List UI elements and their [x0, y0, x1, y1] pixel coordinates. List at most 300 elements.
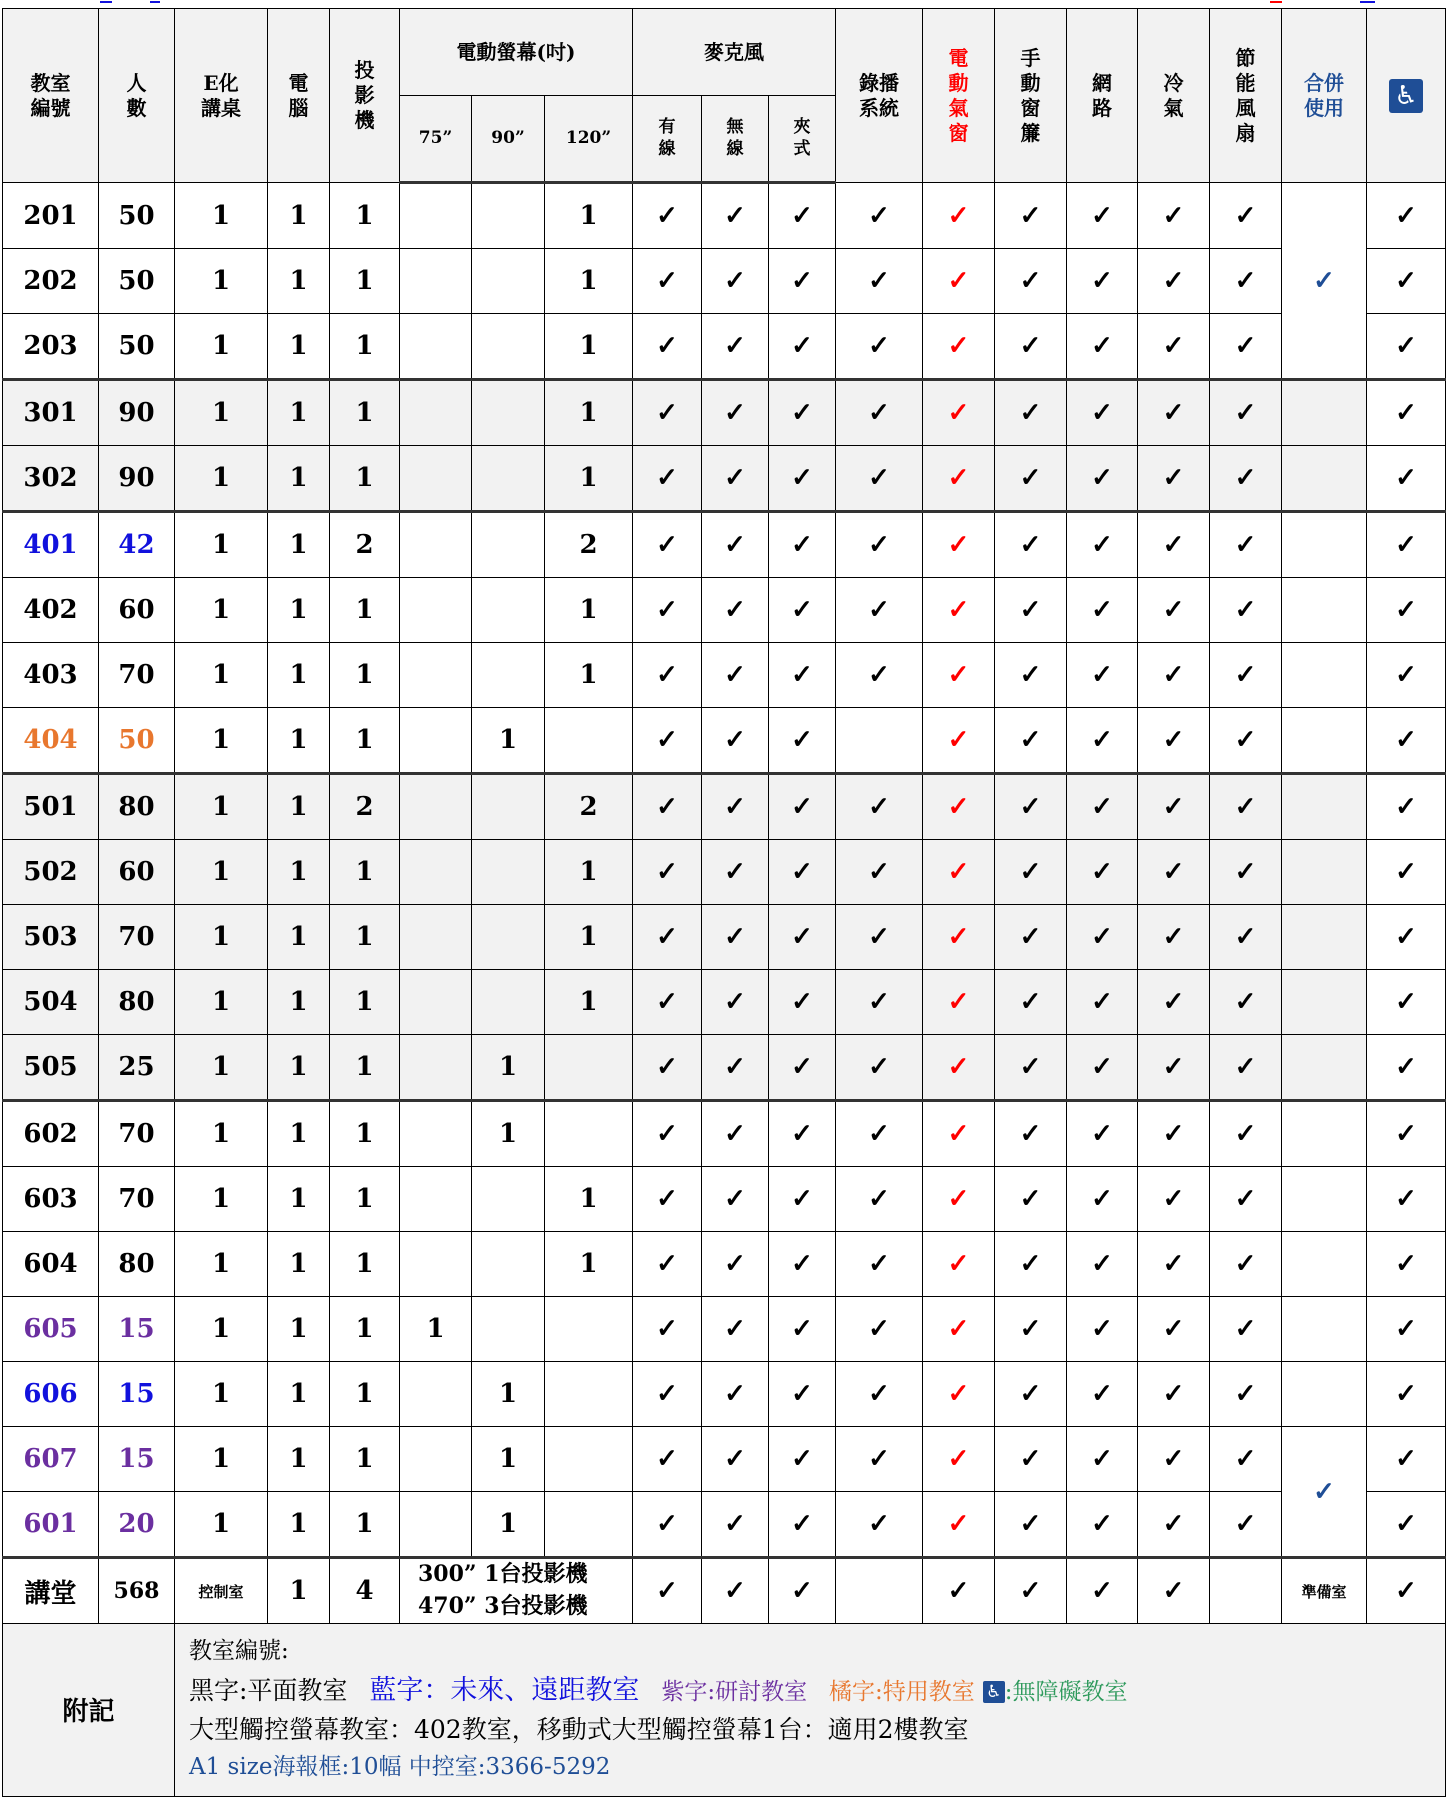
- cell-e-desk: 1: [175, 1035, 268, 1101]
- header-aircon: 冷氣: [1138, 9, 1210, 183]
- cell-screen-75: [400, 249, 472, 314]
- cell-mic-wireless: ✓: [702, 905, 769, 970]
- header-fan: 節能風扇: [1210, 9, 1282, 183]
- cell-mic-clip: ✓: [769, 1101, 836, 1167]
- cell-e-desk: 1: [175, 643, 268, 708]
- cell-recording: ✓: [836, 1167, 923, 1232]
- cell-computer: 1: [268, 380, 330, 446]
- cell-accessible: ✓: [1367, 578, 1446, 643]
- equipment-table: [2, 8, 1446, 1797]
- cell-joint-use: [1282, 1035, 1367, 1101]
- cell-projector: 1: [330, 643, 400, 708]
- cell-accessible: ✓: [1367, 774, 1446, 840]
- cell-screen-75: [400, 314, 472, 380]
- cell-aircon: ✓: [1138, 708, 1210, 774]
- cell-manual-curtain: ✓: [995, 314, 1067, 380]
- cell-computer: 1: [268, 1297, 330, 1362]
- cell-mic-clip: ✓: [769, 708, 836, 774]
- cell-screen-90: [472, 1232, 545, 1297]
- cell-screen-90: 1: [472, 1101, 545, 1167]
- cell-mic-wireless: ✓: [702, 1101, 769, 1167]
- notes-content: [175, 1624, 1446, 1797]
- cell-manual-curtain: ✓: [995, 512, 1067, 578]
- table-row: [3, 446, 1446, 512]
- cell-screen-75: [400, 578, 472, 643]
- cell-mic-wireless: ✓: [702, 314, 769, 380]
- cell-aircon: ✓: [1138, 1297, 1210, 1362]
- header-mic-wireless: 無線: [702, 96, 769, 183]
- cell-manual-curtain: ✓: [995, 1492, 1067, 1558]
- cell-e-desk: 1: [175, 1362, 268, 1427]
- cell-mic-wireless: ✓: [702, 970, 769, 1035]
- wheelchair-icon: ♿: [983, 1681, 1005, 1703]
- cell-mic-wireless: ✓: [702, 249, 769, 314]
- cell-mic-clip: ✓: [769, 183, 836, 249]
- cell-manual-curtain: ✓: [995, 1297, 1067, 1362]
- cell-people: 50: [99, 183, 175, 249]
- cell-computer: 1: [268, 249, 330, 314]
- header-computer: 電腦: [268, 9, 330, 183]
- cell-mic-clip: ✓: [769, 1035, 836, 1101]
- header-manual-curtain: 手動窗簾: [995, 9, 1067, 183]
- cell-fan: ✓: [1210, 249, 1282, 314]
- cell-projector: 1: [330, 970, 400, 1035]
- cell-e-desk: 1: [175, 1232, 268, 1297]
- notes-legend: [189, 1670, 1431, 1712]
- cell-manual-curtain: ✓: [995, 1427, 1067, 1492]
- legend-orange: 橘字:特用教室: [829, 1678, 975, 1705]
- cell-screen-90: 1: [472, 1035, 545, 1101]
- cell-aircon: ✓: [1138, 446, 1210, 512]
- hall-network: ✓: [1067, 1558, 1138, 1624]
- cell-mic-wired: ✓: [633, 970, 702, 1035]
- cell-aircon: ✓: [1138, 1362, 1210, 1427]
- cell-e-desk: 1: [175, 708, 268, 774]
- cell-network: ✓: [1067, 314, 1138, 380]
- cell-people: 15: [99, 1427, 175, 1492]
- cell-network: ✓: [1067, 774, 1138, 840]
- cell-computer: 1: [268, 1362, 330, 1427]
- hall-pc: 1: [268, 1558, 330, 1624]
- cell-manual-curtain: ✓: [995, 183, 1067, 249]
- cell-people: 15: [99, 1362, 175, 1427]
- hall-room: 講堂: [3, 1558, 99, 1624]
- cell-room-no: 502: [3, 840, 99, 905]
- cell-computer: 1: [268, 1167, 330, 1232]
- cell-electric-window: ✓: [923, 314, 995, 380]
- cell-mic-wired: ✓: [633, 512, 702, 578]
- cell-screen-90: [472, 970, 545, 1035]
- hall-mic-wireless: ✓: [702, 1558, 769, 1624]
- cell-e-desk: 1: [175, 380, 268, 446]
- legend-black: 黑字:平面教室: [189, 1675, 348, 1705]
- cell-recording: ✓: [836, 314, 923, 380]
- hall-people: 568: [99, 1558, 175, 1624]
- cell-mic-wired: ✓: [633, 905, 702, 970]
- cell-joint-use: [1282, 970, 1367, 1035]
- cell-mic-clip: ✓: [769, 774, 836, 840]
- cell-computer: 1: [268, 1035, 330, 1101]
- cell-fan: ✓: [1210, 578, 1282, 643]
- cell-recording: ✓: [836, 970, 923, 1035]
- cell-projector: 1: [330, 1492, 400, 1558]
- header-mic-clip: 夾式: [769, 96, 836, 183]
- cell-screen-90: [472, 1297, 545, 1362]
- cell-screen-120: 1: [545, 578, 633, 643]
- cell-recording: ✓: [836, 1427, 923, 1492]
- cell-recording: ✓: [836, 840, 923, 905]
- cell-screen-120: [545, 1362, 633, 1427]
- table-row: [3, 643, 1446, 708]
- table-row-hall: [3, 1558, 1446, 1624]
- notes-line1: 教室編號:: [189, 1638, 289, 1664]
- cell-fan: ✓: [1210, 1492, 1282, 1558]
- cell-electric-window: ✓: [923, 840, 995, 905]
- cell-fan: ✓: [1210, 1362, 1282, 1427]
- table-row: [3, 708, 1446, 774]
- cell-computer: 1: [268, 183, 330, 249]
- cell-e-desk: 1: [175, 1427, 268, 1492]
- cell-recording: ✓: [836, 643, 923, 708]
- cell-network: ✓: [1067, 1492, 1138, 1558]
- cell-manual-curtain: ✓: [995, 840, 1067, 905]
- cell-accessible: ✓: [1367, 708, 1446, 774]
- cell-accessible: ✓: [1367, 183, 1446, 249]
- cell-mic-wireless: ✓: [702, 1297, 769, 1362]
- cell-room-no: 601: [3, 1492, 99, 1558]
- cell-screen-120: 1: [545, 905, 633, 970]
- cell-recording: ✓: [836, 183, 923, 249]
- cell-projector: 1: [330, 1362, 400, 1427]
- cell-screen-75: [400, 512, 472, 578]
- header-screen-group: 電動螢幕(吋): [400, 9, 633, 96]
- cell-accessible: ✓: [1367, 1232, 1446, 1297]
- cell-mic-wireless: ✓: [702, 708, 769, 774]
- cell-network: ✓: [1067, 1101, 1138, 1167]
- cell-people: 90: [99, 446, 175, 512]
- cell-e-desk: 1: [175, 512, 268, 578]
- cell-screen-75: [400, 774, 472, 840]
- cell-mic-wired: ✓: [633, 1167, 702, 1232]
- cell-fan: ✓: [1210, 1297, 1282, 1362]
- cell-computer: 1: [268, 905, 330, 970]
- cell-manual-curtain: ✓: [995, 1035, 1067, 1101]
- cell-electric-window: ✓: [923, 183, 995, 249]
- cell-e-desk: 1: [175, 1492, 268, 1558]
- header-mic-group: 麥克風: [633, 9, 836, 96]
- cell-network: ✓: [1067, 183, 1138, 249]
- cell-aircon: ✓: [1138, 840, 1210, 905]
- cell-accessible: ✓: [1367, 446, 1446, 512]
- hall-screens-line2: 470” 3台投影機: [418, 1593, 588, 1619]
- cell-screen-90: [472, 1167, 545, 1232]
- cell-projector: 1: [330, 249, 400, 314]
- cell-screen-90: [472, 774, 545, 840]
- cell-mic-wired: ✓: [633, 840, 702, 905]
- cell-network: ✓: [1067, 1167, 1138, 1232]
- cell-e-desk: 1: [175, 840, 268, 905]
- cell-mic-clip: ✓: [769, 1232, 836, 1297]
- cell-computer: 1: [268, 446, 330, 512]
- header-electric-window: 電動氣窗: [923, 9, 995, 183]
- hall-accessible: ✓: [1367, 1558, 1446, 1624]
- cell-screen-90: [472, 183, 545, 249]
- cell-computer: 1: [268, 643, 330, 708]
- header-e-desk: E化講桌: [175, 9, 268, 183]
- cell-screen-120: [545, 1035, 633, 1101]
- cell-mic-wired: ✓: [633, 643, 702, 708]
- cell-manual-curtain: ✓: [995, 1362, 1067, 1427]
- cell-people: 80: [99, 774, 175, 840]
- cell-mic-wired: ✓: [633, 380, 702, 446]
- cell-network: ✓: [1067, 578, 1138, 643]
- cell-screen-120: 1: [545, 840, 633, 905]
- cell-people: 80: [99, 1232, 175, 1297]
- cell-e-desk: 1: [175, 249, 268, 314]
- cell-people: 70: [99, 1101, 175, 1167]
- cell-e-desk: 1: [175, 314, 268, 380]
- cell-screen-90: 1: [472, 708, 545, 774]
- cell-screen-90: [472, 840, 545, 905]
- cell-room-no: 602: [3, 1101, 99, 1167]
- cell-screen-75: [400, 905, 472, 970]
- cell-mic-wireless: ✓: [702, 1427, 769, 1492]
- cell-screen-120: 1: [545, 970, 633, 1035]
- header-network: 網路: [1067, 9, 1138, 183]
- cell-recording: ✓: [836, 446, 923, 512]
- cell-e-desk: 1: [175, 183, 268, 249]
- cell-projector: 1: [330, 314, 400, 380]
- hall-desk: 控制室: [175, 1558, 268, 1624]
- cell-manual-curtain: ✓: [995, 249, 1067, 314]
- cell-joint-use: [1282, 1362, 1367, 1427]
- cell-accessible: ✓: [1367, 1427, 1446, 1492]
- cell-projector: 1: [330, 446, 400, 512]
- cell-screen-75: [400, 1167, 472, 1232]
- cell-fan: ✓: [1210, 512, 1282, 578]
- cell-room-no: 501: [3, 774, 99, 840]
- cell-people: 50: [99, 708, 175, 774]
- cell-aircon: ✓: [1138, 1167, 1210, 1232]
- cell-people: 90: [99, 380, 175, 446]
- cell-room-no: 404: [3, 708, 99, 774]
- cell-manual-curtain: ✓: [995, 578, 1067, 643]
- cell-mic-clip: ✓: [769, 840, 836, 905]
- cell-electric-window: ✓: [923, 643, 995, 708]
- cell-screen-90: 1: [472, 1492, 545, 1558]
- table-row: [3, 1232, 1446, 1297]
- cell-electric-window: ✓: [923, 1297, 995, 1362]
- cell-screen-120: 2: [545, 774, 633, 840]
- cell-screen-120: 1: [545, 1232, 633, 1297]
- cell-accessible: ✓: [1367, 380, 1446, 446]
- table-row: [3, 1297, 1446, 1362]
- cell-room-no: 505: [3, 1035, 99, 1101]
- cell-network: ✓: [1067, 1232, 1138, 1297]
- cell-e-desk: 1: [175, 970, 268, 1035]
- cell-e-desk: 1: [175, 446, 268, 512]
- cell-manual-curtain: ✓: [995, 774, 1067, 840]
- cell-mic-clip: ✓: [769, 314, 836, 380]
- cell-recording: ✓: [836, 249, 923, 314]
- cell-room-no: 504: [3, 970, 99, 1035]
- cell-recording: [836, 708, 923, 774]
- cell-fan: ✓: [1210, 1427, 1282, 1492]
- cell-aircon: ✓: [1138, 774, 1210, 840]
- cell-projector: 1: [330, 1232, 400, 1297]
- cell-electric-window: ✓: [923, 1362, 995, 1427]
- table-row: [3, 578, 1446, 643]
- cell-joint-use: [1282, 1101, 1367, 1167]
- joint-use-check: ✓: [1282, 1427, 1367, 1558]
- table-row: [3, 1427, 1446, 1492]
- hall-aircon: ✓: [1138, 1558, 1210, 1624]
- cell-mic-wired: ✓: [633, 1101, 702, 1167]
- cell-joint-use: [1282, 578, 1367, 643]
- cell-mic-clip: ✓: [769, 970, 836, 1035]
- cell-projector: 2: [330, 774, 400, 840]
- table-row: [3, 1362, 1446, 1427]
- cell-recording: ✓: [836, 380, 923, 446]
- cell-computer: 1: [268, 1232, 330, 1297]
- cell-mic-wired: ✓: [633, 1492, 702, 1558]
- cell-network: ✓: [1067, 1362, 1138, 1427]
- legend-purple: 紫字:研討教室: [661, 1678, 808, 1705]
- cell-mic-clip: ✓: [769, 578, 836, 643]
- cell-mic-wired: ✓: [633, 249, 702, 314]
- cell-mic-wired: ✓: [633, 708, 702, 774]
- cell-screen-75: [400, 840, 472, 905]
- cell-electric-window: ✓: [923, 578, 995, 643]
- cell-projector: 1: [330, 840, 400, 905]
- cell-projector: 1: [330, 183, 400, 249]
- cell-screen-75: [400, 1492, 472, 1558]
- cell-computer: 1: [268, 512, 330, 578]
- legend-blue: 藍字：未來、遠距教室: [369, 1674, 640, 1706]
- cell-recording: ✓: [836, 1297, 923, 1362]
- cell-screen-120: [545, 1427, 633, 1492]
- cell-manual-curtain: ✓: [995, 446, 1067, 512]
- table-row: [3, 1035, 1446, 1101]
- cell-accessible: ✓: [1367, 512, 1446, 578]
- cell-screen-75: [400, 380, 472, 446]
- cell-network: ✓: [1067, 840, 1138, 905]
- cell-joint-use: [1282, 1167, 1367, 1232]
- cell-manual-curtain: ✓: [995, 380, 1067, 446]
- cell-electric-window: ✓: [923, 446, 995, 512]
- cell-screen-75: [400, 1232, 472, 1297]
- cell-screen-120: [545, 708, 633, 774]
- cell-joint-use: [1282, 905, 1367, 970]
- cell-screen-90: [472, 643, 545, 708]
- cell-projector: 1: [330, 905, 400, 970]
- cell-network: ✓: [1067, 643, 1138, 708]
- cell-mic-wired: ✓: [633, 1232, 702, 1297]
- cell-people: 80: [99, 970, 175, 1035]
- cell-network: ✓: [1067, 249, 1138, 314]
- notes-label: 附記: [3, 1624, 175, 1797]
- cell-projector: 1: [330, 578, 400, 643]
- cell-room-no: 603: [3, 1167, 99, 1232]
- cell-room-no: 302: [3, 446, 99, 512]
- cell-mic-clip: ✓: [769, 1297, 836, 1362]
- cell-mic-wired: ✓: [633, 1427, 702, 1492]
- cell-electric-window: ✓: [923, 905, 995, 970]
- cell-room-no: 606: [3, 1362, 99, 1427]
- cell-room-no: 202: [3, 249, 99, 314]
- cell-fan: ✓: [1210, 1232, 1282, 1297]
- cell-mic-clip: ✓: [769, 1362, 836, 1427]
- cell-mic-clip: ✓: [769, 249, 836, 314]
- cell-joint-use: [1282, 1232, 1367, 1297]
- header-screen-75: 75”: [400, 96, 472, 183]
- cell-screen-75: [400, 183, 472, 249]
- cell-joint-use: [1282, 643, 1367, 708]
- cell-screen-120: 1: [545, 314, 633, 380]
- cell-electric-window: ✓: [923, 1427, 995, 1492]
- cell-people: 60: [99, 578, 175, 643]
- table-row: [3, 314, 1446, 380]
- cell-screen-120: [545, 1101, 633, 1167]
- header-projector: 投影機: [330, 9, 400, 183]
- cell-mic-clip: ✓: [769, 512, 836, 578]
- cell-electric-window: ✓: [923, 380, 995, 446]
- cell-mic-wireless: ✓: [702, 512, 769, 578]
- cell-aircon: ✓: [1138, 1427, 1210, 1492]
- cell-people: 60: [99, 840, 175, 905]
- cell-screen-120: 1: [545, 380, 633, 446]
- table-row: [3, 380, 1446, 446]
- cell-aircon: ✓: [1138, 1035, 1210, 1101]
- hall-proj: 4: [330, 1558, 400, 1624]
- wheelchair-icon: ♿: [1389, 79, 1423, 113]
- cell-recording: ✓: [836, 1232, 923, 1297]
- cell-computer: 1: [268, 1101, 330, 1167]
- hall-curtain: ✓: [995, 1558, 1067, 1624]
- cell-recording: ✓: [836, 512, 923, 578]
- cell-mic-wired: ✓: [633, 774, 702, 840]
- cell-screen-120: 1: [545, 183, 633, 249]
- cell-network: ✓: [1067, 380, 1138, 446]
- cell-recording: ✓: [836, 1101, 923, 1167]
- cell-accessible: ✓: [1367, 643, 1446, 708]
- cell-projector: 1: [330, 1101, 400, 1167]
- table-row: [3, 1492, 1446, 1558]
- cell-mic-wired: ✓: [633, 183, 702, 249]
- cell-screen-120: 1: [545, 249, 633, 314]
- cell-screen-90: [472, 314, 545, 380]
- cell-fan: ✓: [1210, 1101, 1282, 1167]
- cell-e-desk: 1: [175, 905, 268, 970]
- cell-screen-90: [472, 512, 545, 578]
- cell-manual-curtain: ✓: [995, 708, 1067, 774]
- cell-aircon: ✓: [1138, 1232, 1210, 1297]
- cell-projector: 1: [330, 1035, 400, 1101]
- cell-aircon: ✓: [1138, 1101, 1210, 1167]
- table-row: [3, 512, 1446, 578]
- cell-manual-curtain: ✓: [995, 1101, 1067, 1167]
- cell-fan: ✓: [1210, 380, 1282, 446]
- cell-computer: 1: [268, 708, 330, 774]
- cell-electric-window: ✓: [923, 1101, 995, 1167]
- cell-accessible: ✓: [1367, 1492, 1446, 1558]
- cell-people: 70: [99, 905, 175, 970]
- hall-joint: 準備室: [1282, 1558, 1367, 1624]
- cell-people: 42: [99, 512, 175, 578]
- table-row: [3, 183, 1446, 249]
- cell-accessible: ✓: [1367, 1035, 1446, 1101]
- cell-room-no: 402: [3, 578, 99, 643]
